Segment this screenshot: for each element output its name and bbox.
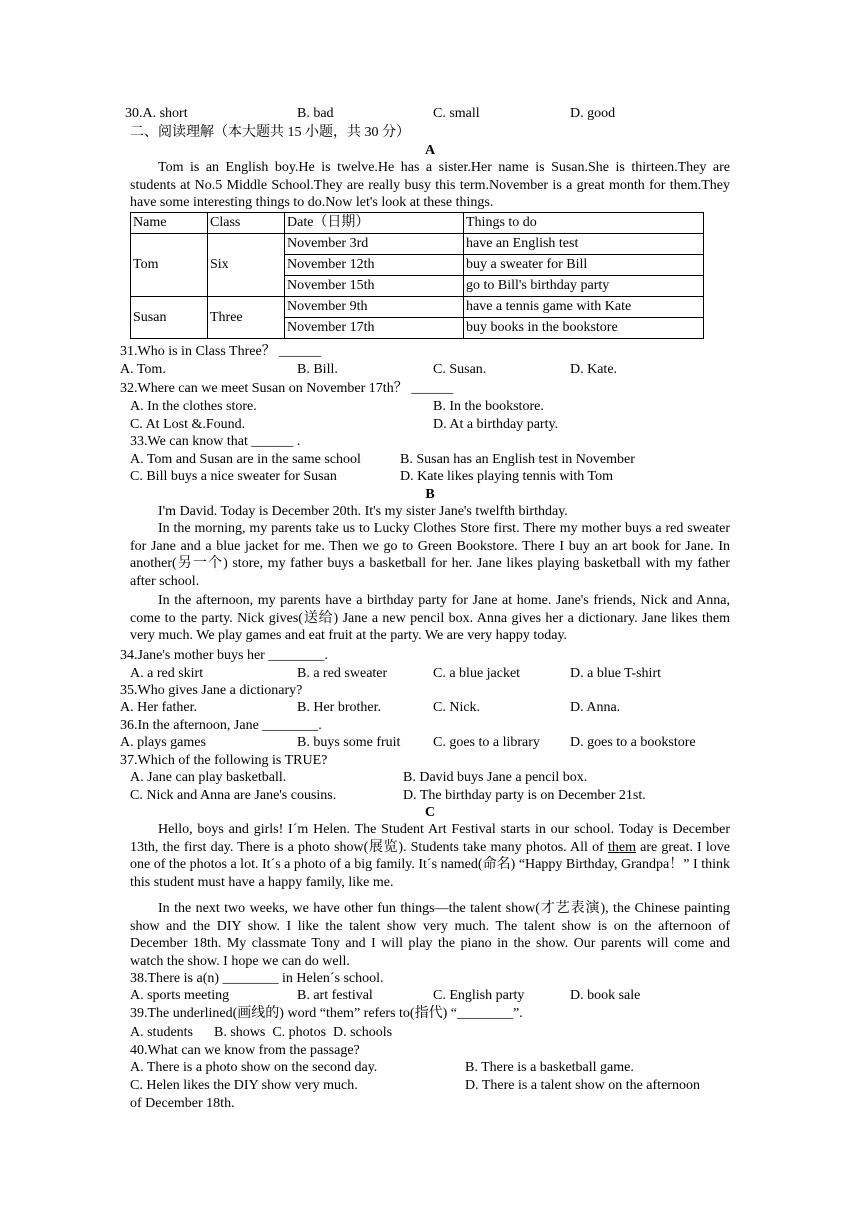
cell-thing: go to Bill's birthday party: [464, 276, 704, 297]
q31-stem: 31.Who is in Class Three？ ______: [120, 344, 322, 359]
table-row: [131, 234, 704, 255]
part-b-intro: I'm David. Today is December 20th. It's my sister Jane's twelfth birthday.: [158, 504, 568, 519]
q40-stem: 40.What can we know from the passage?: [130, 1043, 360, 1058]
section-title: 二、阅读理解（本大题共 15 小题，共 30 分）: [130, 125, 410, 140]
q33-option-a: A. Tom and Susan are in the same school: [130, 452, 361, 467]
header-class: Class: [208, 213, 285, 234]
q40-option-c: C. Helen likes the DIY show very much.: [130, 1078, 358, 1093]
q33-option-b: B. Susan has an English test in November: [400, 452, 635, 467]
header-date: Date（日期）: [285, 213, 464, 234]
part-b-paragraph-2: In the afternoon, my parents have a birthday party for Jane at home. Jane's friends, Nick and Anna, come to the party. Nick gives(送给) Jane a new pencil box. Anna gives her a dictionary. Jane likes them very much. We play games and eat fruit at the party. We are very happy today.: [130, 593, 730, 643]
q37-stem: 37.Which of the following is TRUE?: [120, 753, 328, 768]
q36-option-d: D. goes to a bookstore: [570, 735, 696, 750]
q36-stem: 36.In the afternoon, Jane ________.: [120, 718, 322, 733]
header-name: Name: [131, 213, 208, 234]
q35-option-d: D. Anna.: [570, 700, 621, 715]
q31-option-b: B. Bill.: [297, 362, 338, 377]
q34-option-a: A. a red skirt: [130, 666, 204, 681]
part-a-label: A: [424, 143, 436, 158]
q36-option-b: B. buys some fruit: [297, 735, 401, 750]
q32-option-d: D. At a birthday party.: [433, 417, 559, 432]
q37-option-b: B. David buys Jane a pencil box.: [403, 770, 588, 785]
q35-option-a: A. Her father.: [120, 700, 197, 715]
cell-thing: have an English test: [464, 234, 704, 255]
q31-option-a: A. Tom.: [120, 362, 166, 377]
part-a-passage: Tom is an English boy.He is twelve.He has a sister.Her name is Susan.She is thirteen.They are students at No.5 Middle School.They are really busy this term.November is a great month for them.They have some interesting things to do.Now let's look at these things.: [130, 160, 730, 210]
q37-option-c: C. Nick and Anna are Jane's cousins.: [130, 788, 337, 803]
table-row: [131, 297, 704, 318]
q32-option-b: B. In the bookstore.: [433, 399, 544, 414]
schedule-table: [130, 212, 704, 339]
cell-thing: buy a sweater for Bill: [464, 255, 704, 276]
q35-stem: 35.Who gives Jane a dictionary?: [120, 683, 303, 698]
cell-name: Susan: [131, 297, 208, 339]
cell-name: Tom: [131, 234, 208, 297]
cell-date: November 17th: [285, 318, 464, 339]
q40-option-d: D. There is a talent show on the afternoon: [465, 1078, 700, 1093]
cell-date: November 3rd: [285, 234, 464, 255]
part-b-label: B: [425, 487, 435, 502]
q40-option-d-continued: of December 18th.: [130, 1096, 235, 1111]
q36-option-c: C. goes to a library: [433, 735, 540, 750]
cell-date: November 12th: [285, 255, 464, 276]
q30-option-a: 30.A. short: [125, 106, 188, 121]
q38-stem: 38.There is a(n) ________ in Helen´s school.: [130, 971, 384, 986]
q33-stem: 33.We can know that ______ .: [130, 434, 301, 449]
part-b-paragraph-1: In the morning, my parents take us to Lucky Clothes Store first. There my mother buys a red sweater for Jane and a blue jacket for me. Then we go to Green Bookstore. There I buy an art book for Jane. In another(另一个) store, my father buys a basketball for her. Jane likes playing basketball with my father after school.: [130, 521, 730, 589]
q33-option-c: C. Bill buys a nice sweater for Susan: [130, 469, 337, 484]
q34-stem: 34.Jane's mother buys her ________.: [120, 648, 328, 663]
q40-option-a: A. There is a photo show on the second day.: [130, 1060, 378, 1075]
q38-option-b: B. art festival: [297, 988, 373, 1003]
cell-date: November 9th: [285, 297, 464, 318]
q38-option-c: C. English party: [433, 988, 525, 1003]
q34-option-c: C. a blue jacket: [433, 666, 521, 681]
cell-class: Six: [208, 234, 285, 297]
q30-option-b: B. bad: [297, 106, 334, 121]
header-things: Things to do: [464, 213, 704, 234]
q31-option-d: D. Kate.: [570, 362, 618, 377]
q32-stem: 32.Where can we meet Susan on November 17th？ ______: [120, 381, 454, 396]
q37-option-d: D. The birthday party is on December 21st.: [403, 788, 646, 803]
q39-stem: 39.The underlined(画线的) word “them” refers to(指代) “________”.: [130, 1006, 523, 1021]
q40-option-b: B. There is a basketball game.: [465, 1060, 634, 1075]
q36-option-a: A. plays games: [120, 735, 206, 750]
underlined-word: them: [607, 839, 636, 855]
q39-options: A. students B. shows C. photos D. schools: [130, 1025, 393, 1040]
part-c-paragraph-2: In the next two weeks, we have other fun things—the talent show(才艺表演), the Chinese painting show and the DIY show. I like the talent show very much. The talent show is on the afternoon of December 18th. My classmate Tony and I will play the piano in the show. Our parents will come and watch the show. I hope we can do well.: [130, 901, 730, 969]
cell-thing: have a tennis game with Kate: [464, 297, 704, 318]
q38-option-d: D. book sale: [570, 988, 641, 1003]
q30-option-d: D. good: [570, 106, 616, 121]
part-c-paragraph-1: Hello, boys and girls! I´m Helen. The Student Art Festival starts in our school. Today is December 13th, the first day. There is a photo show(展览). Students take many photos. All of them are great. I love one of the photos a lot. It´s a photo of a big family. It´s named(命名) “Happy Birthday, Grandpa！” I think this student must have a happy family, like me.: [130, 822, 730, 890]
q35-option-b: B. Her brother.: [297, 700, 381, 715]
cell-class: Three: [208, 297, 285, 339]
part-c-label: C: [424, 805, 436, 820]
q32-option-c: C. At Lost &.Found.: [130, 417, 246, 432]
q34-option-b: B. a red sweater: [297, 666, 388, 681]
q33-option-d: D. Kate likes playing tennis with Tom: [400, 469, 614, 484]
q37-option-a: A. Jane can play basketball.: [130, 770, 287, 785]
q38-option-a: A. sports meeting: [130, 988, 230, 1003]
q30-option-c: C. small: [433, 106, 480, 121]
cell-date: November 15th: [285, 276, 464, 297]
q34-option-d: D. a blue T-shirt: [570, 666, 661, 681]
q31-option-c: C. Susan.: [433, 362, 487, 377]
table-header-row: [131, 213, 704, 234]
q32-option-a: A. In the clothes store.: [130, 399, 257, 414]
q35-option-c: C. Nick.: [433, 700, 481, 715]
cell-thing: buy books in the bookstore: [464, 318, 704, 339]
